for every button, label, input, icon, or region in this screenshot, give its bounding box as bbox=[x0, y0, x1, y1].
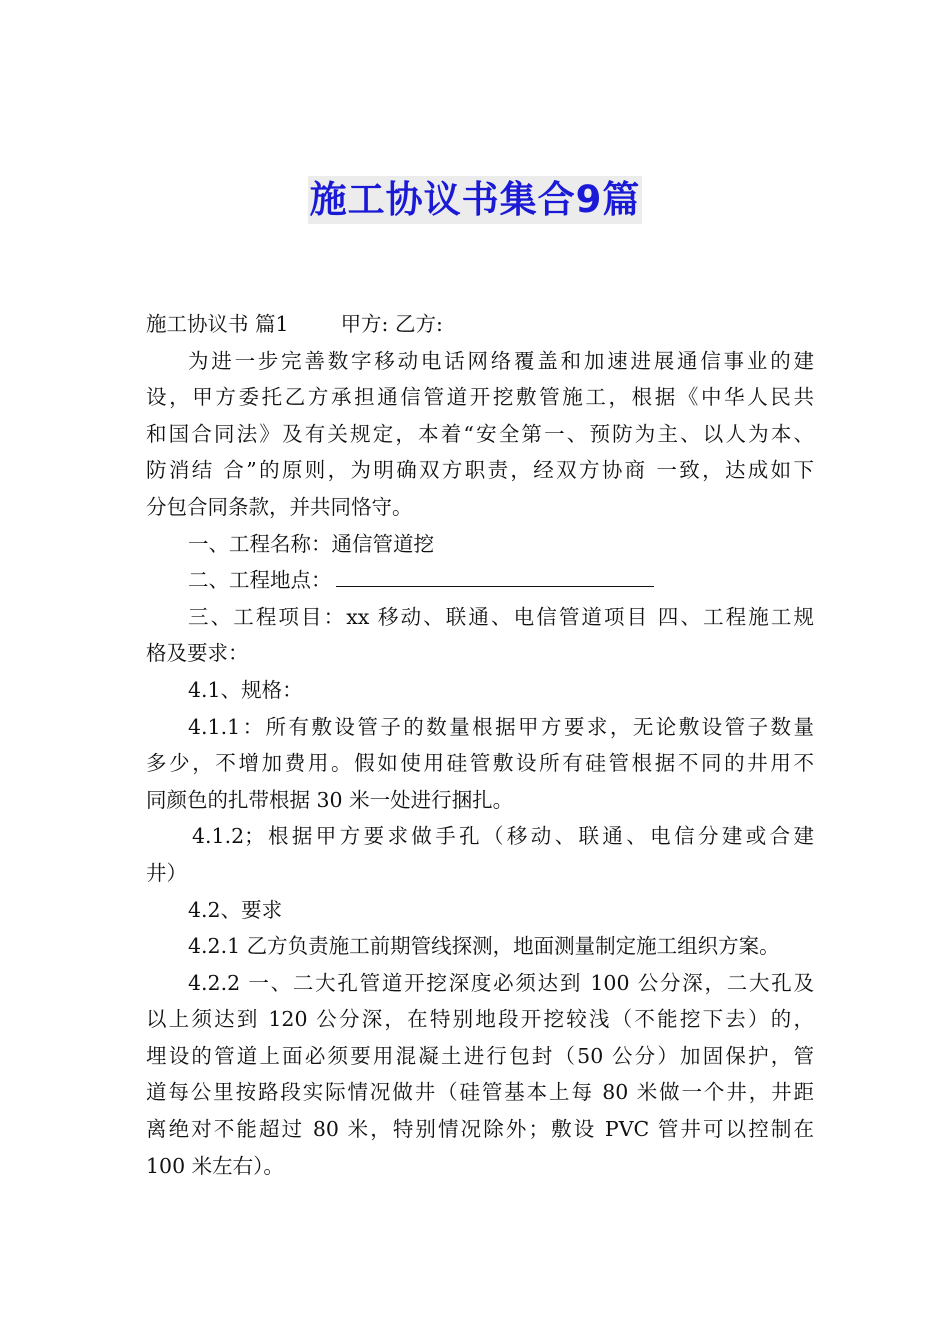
text-line: 三、工程项目：xx 移动、联通、电信管道项目 四、工程施工规 bbox=[188, 604, 814, 629]
text-line: 格及要求： bbox=[146, 641, 249, 666]
text-line: 埋设的管道上面必须要用混凝土进行包封（50 公分）加固保护，管 bbox=[146, 1043, 814, 1068]
text-line: 100 米左右）。 bbox=[146, 1153, 284, 1178]
spec-4-1-2 bbox=[146, 818, 814, 891]
text-line: 4.1.1：所有敷设管子的数量根据甲方要求，无论敷设管子数量 bbox=[188, 714, 814, 739]
text-line: 和国合同法》及有关规定，本着“安全第一、预防为主、以人为本、 bbox=[146, 421, 814, 446]
item-project-location bbox=[146, 562, 814, 599]
spec-heading: 4.1、规格： bbox=[188, 677, 303, 702]
location-blank-line bbox=[336, 564, 654, 587]
text-line: 4.1.2；根据甲方要求做手孔（移动、联通、电信分建或合建 bbox=[192, 824, 814, 849]
text-line: 4.2.2 一、二大孔管道开挖深度必须达到 100 公分深，二大孔及 bbox=[188, 970, 814, 995]
req-heading: 4.2、要求 bbox=[188, 897, 283, 922]
location-label: 二、工程地点： bbox=[188, 568, 332, 593]
header-line bbox=[146, 306, 814, 343]
document-body bbox=[146, 306, 814, 1184]
intro-paragraph bbox=[146, 343, 814, 526]
req-4-2-1: 4.2.1 乙方负责施工前期管线探测，地面测量制定施工组织方案。 bbox=[188, 934, 780, 959]
text-line: 多少，不增加费用。假如使用硅管敷设所有硅管根据不同的井用不 bbox=[146, 751, 814, 776]
text-line: 井） bbox=[146, 860, 187, 885]
req-4-2-2 bbox=[146, 965, 814, 1185]
title-container bbox=[0, 176, 950, 224]
text-line: 离绝对不能超过 80 米，特别情况除外；敷设 PVC 管井可以控制在 bbox=[146, 1117, 814, 1142]
spec-4-1-1 bbox=[146, 709, 814, 819]
text-line: 防消结 合”的原则，为明确双方职责，经双方协商 一致，达成如下 bbox=[146, 458, 814, 483]
parties-label: 甲方: 乙方: bbox=[340, 312, 443, 336]
text-line: 道每公里按路段实际情况做井（硅管基本上每 80 米做一个井，井距 bbox=[146, 1080, 814, 1105]
section-label: 施工协议书 篇1 bbox=[146, 312, 289, 336]
item-project-scope bbox=[146, 599, 814, 672]
item-project-name: 一、工程名称：通信管道挖 bbox=[188, 531, 434, 556]
document-title: 施工协议书集合9篇 bbox=[308, 176, 643, 224]
text-line: 以上须达到 120 公分深，在特别地段开挖较浅（不能挖下去）的， bbox=[146, 1007, 814, 1032]
text-line: 设，甲方委托乙方承担通信管道开挖敷管施工，根据《中华人民共 bbox=[146, 385, 814, 410]
text-line: 为进一步完善数字移动电话网络覆盖和加速进展通信事业的建 bbox=[188, 348, 814, 373]
text-line: 分包合同条款，并共同恪守。 bbox=[146, 494, 413, 519]
text-line: 同颜色的扎带根据 30 米一处进行捆扎。 bbox=[146, 787, 514, 812]
